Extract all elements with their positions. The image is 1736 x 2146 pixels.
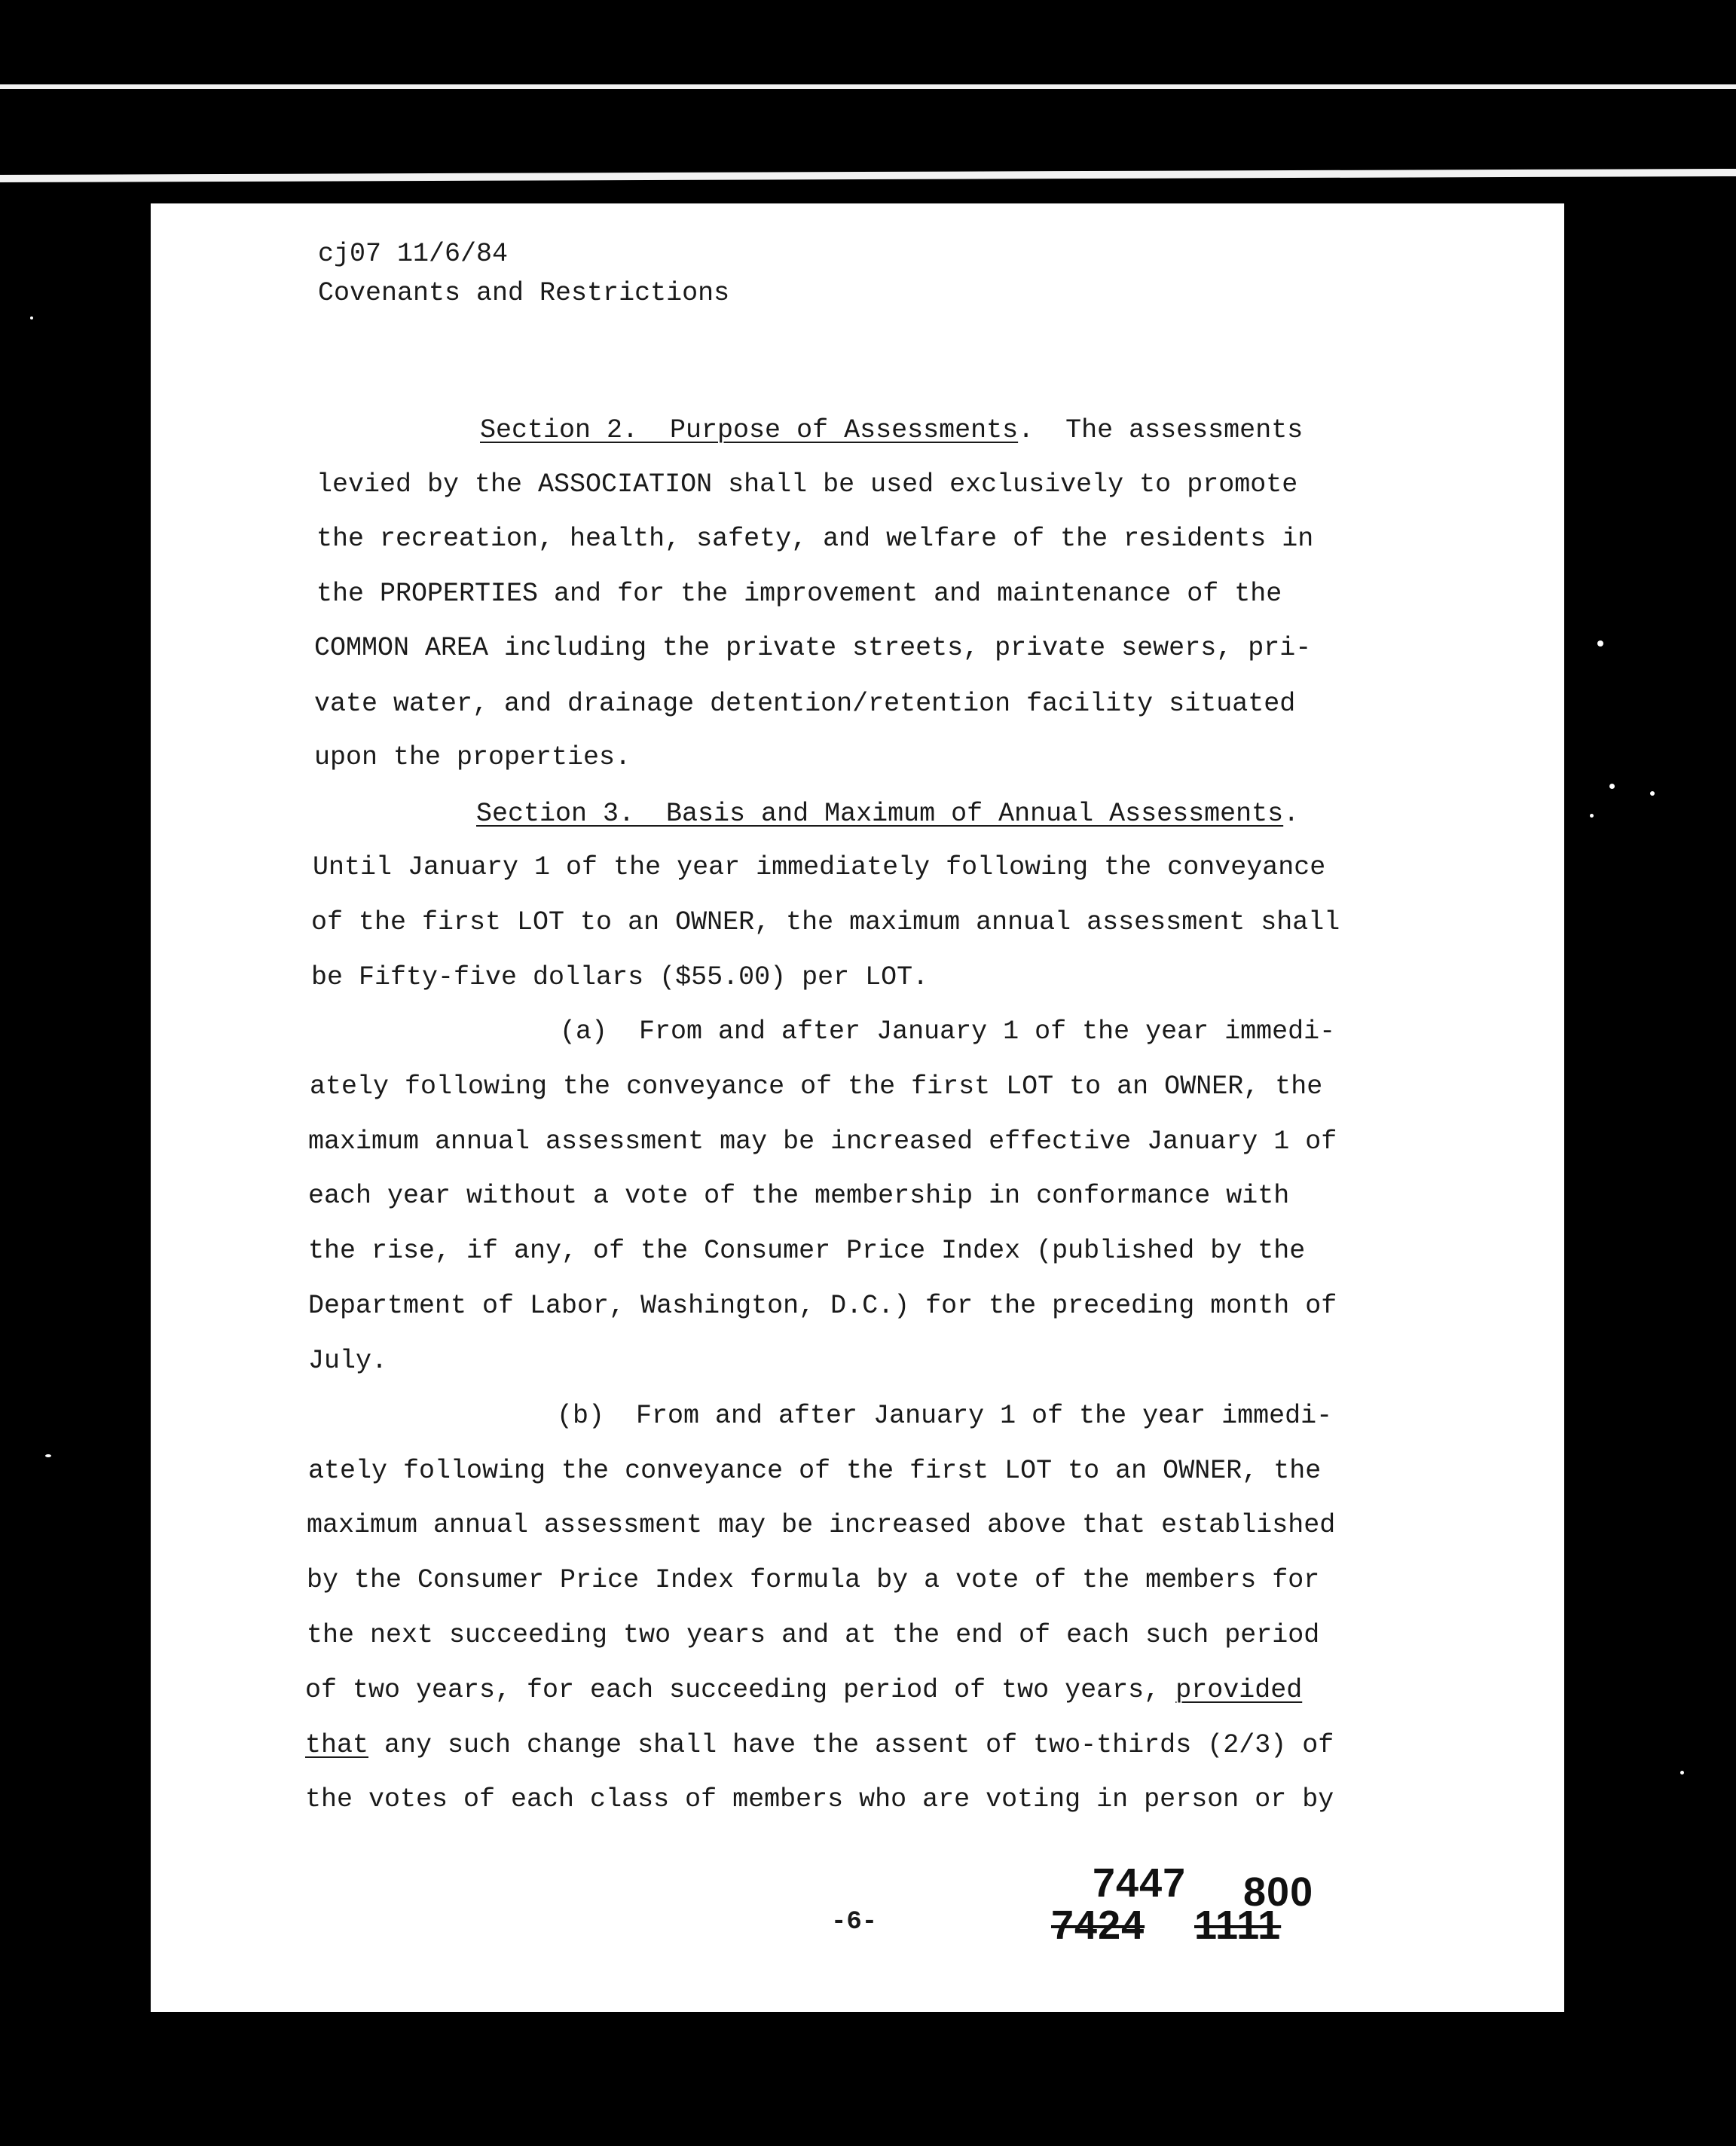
document-title: Covenants and Restrictions [318,278,730,308]
section-2-line: the recreation, health, safety, and welfare of the residents in [316,524,1314,554]
stamp-old-page: 1111 [1194,1903,1282,1948]
para-b-line: ately following the conveyance of the first LOT to an OWNER, the [308,1456,1322,1486]
section-3-heading-period: . [1283,799,1300,829]
that-underlined: that [305,1730,369,1760]
para-b-line-5 [305,1677,1302,1704]
para-a-line: maximum annual assessment may be increased effective January 1 of [308,1126,1337,1157]
para-b-first-line: (b) From and after January 1 of the year immedi- [557,1401,1333,1431]
section-2-line: upon the properties. [314,742,631,772]
para-b-line: the next succeeding two years and at the end of each such period [307,1620,1320,1650]
document-page [151,203,1564,2012]
scan-speck [45,1454,51,1457]
section-3-line: of the first LOT to an OWNER, the maximum annual assessment shall [311,907,1340,937]
section-3-line: be Fifty-five dollars ($55.00) per LOT. [311,962,929,992]
section-2-lead-text: The assessments [1034,415,1304,445]
scan-speck [1590,814,1594,818]
stamp-new-page: 800 [1243,1869,1314,1915]
para-b-line-6-text: any such change shall have the assent of two-thirds (2/3) of [368,1730,1334,1760]
section-2-heading-period: . [1018,415,1035,445]
para-a-first-line: (a) From and after January 1 of the year immedi- [560,1016,1336,1047]
scan-second-line [0,169,1736,182]
section-2-line: levied by the ASSOCIATION shall be used exclusively to promote [316,469,1298,500]
para-b-line-5-text: of two years, for each succeeding period of two years, [305,1675,1176,1705]
scan-speck [1680,1771,1684,1775]
section-2-line: the PROPERTIES and for the improvement and maintenance of the [316,579,1282,609]
para-a-line: each year without a vote of the membership in conformance with [308,1181,1290,1211]
scan-speck [1609,784,1615,789]
para-a-line: the rise, if any, of the Consumer Price Index (published by the [308,1236,1306,1266]
para-b-line: by the Consumer Price Index formula by a vote of the members for [307,1565,1320,1595]
provided-underlined: provided [1175,1675,1303,1705]
para-b-line-6 [305,1732,1334,1759]
scan-speck [1650,791,1655,796]
section-3-lead [476,801,1299,827]
para-b-line-7: the votes of each class of members who are voting in person or by [305,1784,1334,1814]
section-2-line: vate water, and drainage detention/retention facility situated [314,689,1296,719]
section-2-heading: Section 2. Purpose of Assessments [480,415,1019,445]
page-number: -6- [831,1908,878,1937]
scan-top-line [0,84,1736,89]
section-3-line: Until January 1 of the year immediately following the conveyance [313,852,1326,882]
document-code: cj07 11/6/84 [318,239,509,269]
stamp-new-book: 7447 [1093,1860,1187,1906]
section-3-heading: Section 3. Basis and Maximum of Annual Assessments [476,799,1284,829]
para-a-line: ately following the conveyance of the first LOT to an OWNER, the [310,1071,1323,1102]
para-a-line: July. [308,1346,388,1376]
section-2-line: COMMON AREA including the private streets, private sewers, pri- [314,633,1312,663]
section-2-lead [480,417,1303,444]
para-b-line: maximum annual assessment may be increased above that established [307,1510,1336,1540]
para-a-line: Department of Labor, Washington, D.C.) for the preceding month of [308,1291,1337,1321]
stamp-old-book: 7424 [1051,1903,1145,1948]
scan-speck [30,316,33,319]
scan-speck [1597,640,1603,647]
